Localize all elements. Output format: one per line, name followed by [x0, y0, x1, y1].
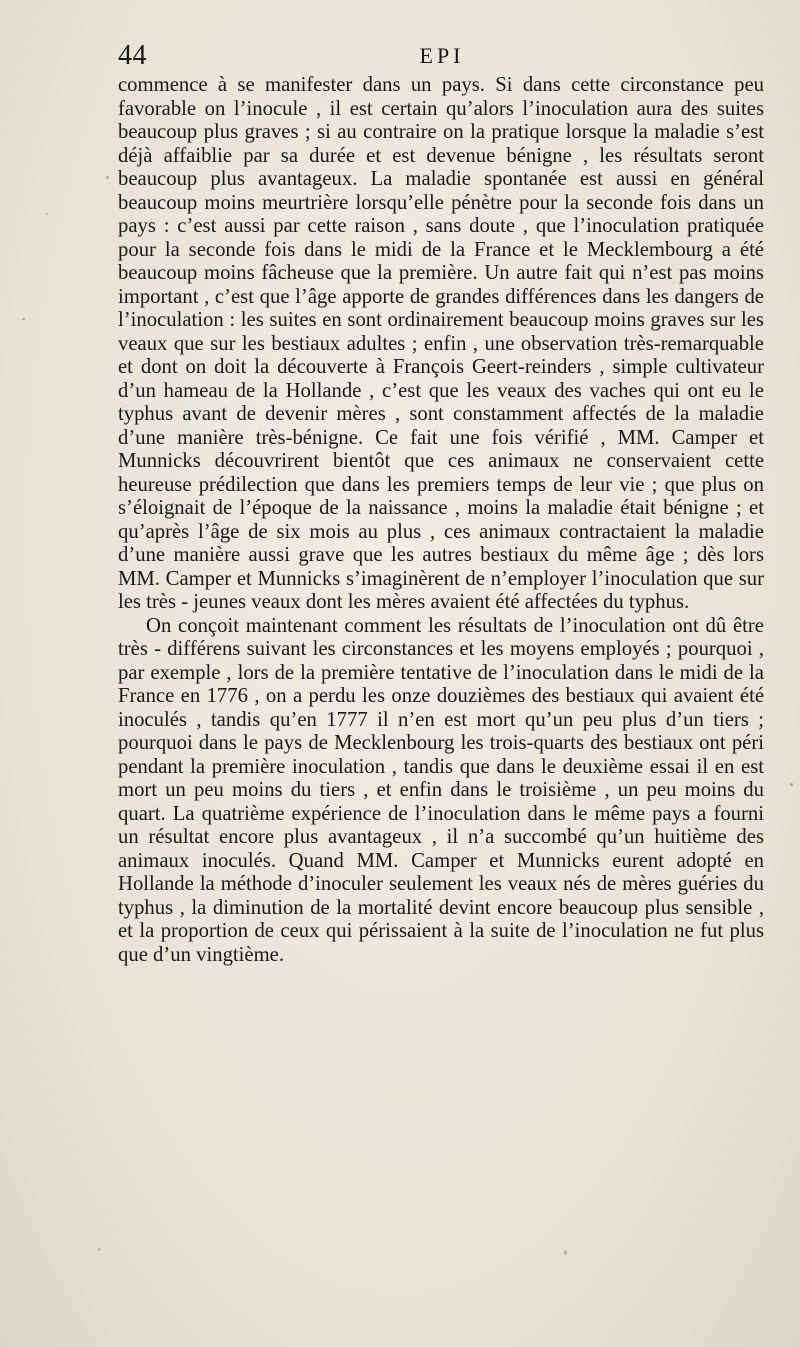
- speck: [564, 1250, 567, 1255]
- running-head: EPI: [419, 43, 465, 68]
- body-text: [118, 74, 764, 967]
- speck: [106, 176, 109, 179]
- page-number: 44: [118, 40, 147, 71]
- speck: [790, 783, 793, 786]
- speck: [46, 213, 48, 215]
- speck: [98, 1248, 100, 1251]
- paragraph-2: On conçoit maintenant comment les résultats de l’inoculation ont dû être très - différens suivant les circonstances et les moyens employés ; pourquoi , par exemple , lors de la première tentative de l’inoculation dans le midi de la France en 1776 , on a perdu les onze douzièmes des bestiaux qui avaient été inoculés , tandis qu’en 1777 il n’en est mort qu’un peu plus d’un tiers ; pourquoi dans le pays de Mecklenbourg les trois-quarts des bestiaux ont péri pendant la première inoculation , tandis que dans le deuxième essai il en est mort un peu moins du tiers , et enfin dans le troisième , un peu moins du quart. La quatrième expérience de l’inoculation dans le même pays a fourni un résultat encore plus avantageux , il n’a succombé qu’un huitième des animaux inoculés. Quand MM. Camper et Munnicks eurent adopté en Hollande la méthode d’inoculer seulement les veaux nés de mères guéries du typhus , la diminution de la mortalité devint encore beaucoup plus sensible , et la proportion de ceux qui périssaient à la suite de l’inoculation ne fut plus que d’un vingtième.: [118, 614, 764, 966]
- paragraph-1: commence à se manifester dans un pays. Si dans cette circonstance peu favorable on l’inocule , il est certain qu’alors l’inoculation aura des suites beaucoup plus graves ; si au contraire on la pratique lorsque la maladie s’est déjà affaiblie par sa durée et est devenue bénigne , les résultats seront beaucoup plus avantageux. La maladie spontanée est aussi en général beaucoup moins meurtrière lorsqu’elle pénètre pour la seconde fois dans un pays : c’est aussi par cette raison , sans doute , que l’inoculation pratiquée pour la seconde fois dans le midi de la France et le Mecklembourg a été beaucoup moins fâcheuse que la première. Un autre fait qui n’est pas moins important , c’est que l’âge apporte de grandes différences dans les dangers de l’inoculation : les suites en sont ordinairement beaucoup moins graves sur les veaux que sur les bestiaux adultes ; enfin , une observation très-remarquable et dont on doit la découverte à François Geert-reinders , simple cultivateur d’un hameau de la Hollande , c’est que les veaux des vaches qui ont eu le typhus avant de devenir mères , sont constamment affectés de la maladie d’une manière très-bénigne. Ce fait une fois vérifié , MM. Camper et Munnicks découvrirent bientôt que ces animaux ne conservaient cette heureuse prédilection que dans les premiers temps de leur vie ; que plus on s’éloignait de l’époque de la naissance , moins la maladie était bénigne ; et qu’après l’âge de six mois au plus , ces animaux contractaient la maladie d’une manière aussi grave que les autres bestiaux du même âge ; dès lors MM. Camper et Munnicks s’imaginèrent de n’employer l’inoculation que sur les très - jeunes veaux dont les mères avaient été affectées du typhus.: [118, 74, 764, 613]
- speck: [22, 318, 25, 320]
- page-header: [118, 38, 766, 74]
